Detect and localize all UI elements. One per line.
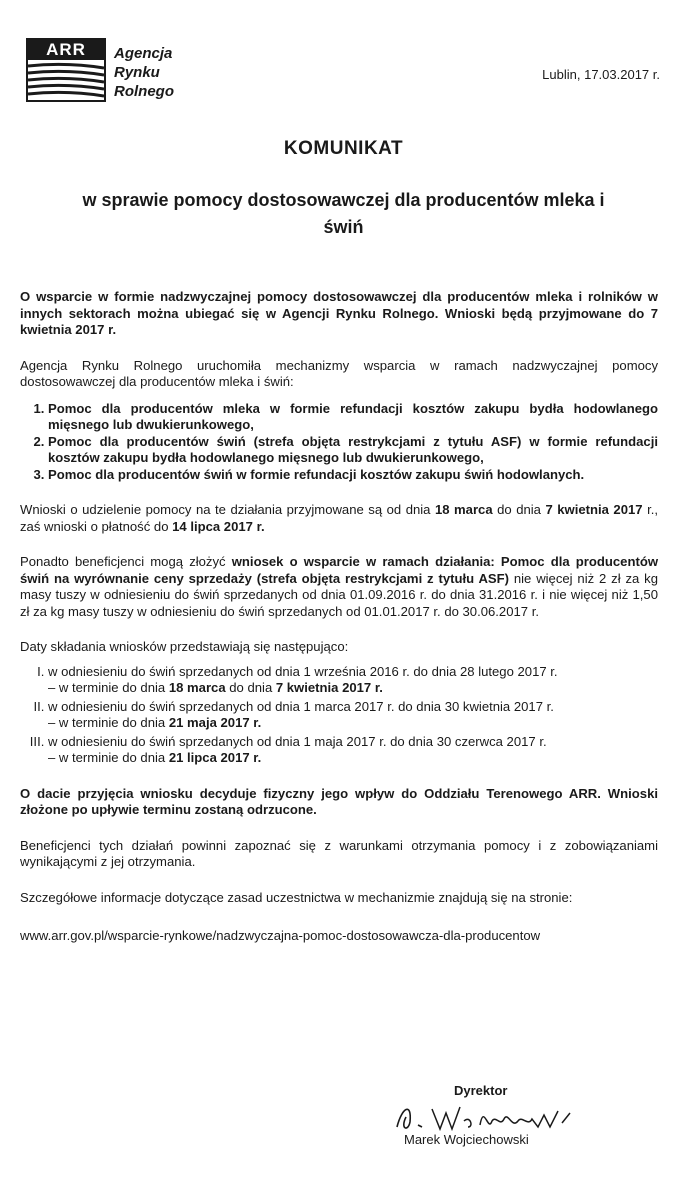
logo-name-line: Rolnego <box>114 83 174 100</box>
signatory-title: Dyrektor <box>454 1083 508 1098</box>
acceptance-paragraph: O dacie przyjęcia wniosku decyduje fizyczny jego wpływ do Oddziału Terenowego ARR. Wnioski złożone po upływie terminu zostaną odrzucone. <box>20 785 658 817</box>
conditions-paragraph: Beneficjenci tych działań powinni zapoznać się z warunkami otrzymania pomocy i z zobowiązaniami wynikającymi z jej otrzymania. <box>20 837 658 869</box>
logo-name-line: Agencja <box>114 45 173 62</box>
schedule-item: II. w odniesieniu do świń sprzedanych od dnia 1 marca 2017 r. do dnia 30 kwietnia 2017 r. – w terminie do dnia 21 maja 2017 r. <box>48 699 658 732</box>
info-paragraph: Szczegółowe informacje dotyczące zasad uczestnictwa w mechanizmie znajdują się na stronie: <box>20 889 573 905</box>
logo-name-line: Rynku <box>114 64 160 81</box>
document-title: KOMUNIKAT <box>283 138 404 159</box>
schedule-item: III. w odniesieniu do świń sprzedanych od dnia 1 maja 2017 r. do dnia 30 czerwca 2017 r. – w terminie do dnia 21 lipca 2017 r. <box>48 734 658 767</box>
measures-list <box>20 401 658 484</box>
document-date: Lublin, 17.03.2017 r. <box>542 67 660 82</box>
beneficiaries-paragraph: Ponadto beneficjenci mogą złożyć wniosek o wsparcie w ramach działania: Pomoc dla producentów świń na wyrównanie ceny sprzedaży (strefa objęta restrykcjami z tytułu ASF) nie więcej niż 2 zł za kg masy tuszy w odniesieniu do świń sprzedanych od dnia 01.09.2016 r. do dnia 31.2016 r. i nie więcej niż 1,50 zł za kg masy tuszy w odniesieniu do świń sprzedanych od 01.01.2017 r. do 30.06.2017 r. <box>20 554 658 619</box>
signatory-name: Marek Wojciechowski <box>404 1132 529 1147</box>
website-link[interactable]: www.arr.gov.pl/wsparcie-rynkowe/nadzwyczajna-pomoc-dostosowawcza-dla-producentow <box>20 928 541 943</box>
schedule-item: I. w odniesieniu do świń sprzedanych od dnia 1 września 2016 r. do dnia 28 lutego 2017 r. – w terminie do dnia 18 marca do dnia 7 kwietnia 2017 r. <box>48 664 658 697</box>
intro-paragraph: O wsparcie w formie nadzwyczajnej pomocy dostosowawczej dla producentów mleka i rolników w innych sektorach można ubiegać się w Agencji Rynku Rolnego. Wnioski będą przyjmowane do 7 kwietnia 2017 r. <box>20 289 658 337</box>
logo-box <box>26 38 106 102</box>
signature-block <box>380 1075 610 1175</box>
document-body <box>20 289 658 964</box>
document-subtitle: w sprawie pomocy dostosowawczej dla producentów mleka i świń <box>82 190 605 237</box>
measure-item: 3. Pomoc dla producentów świń w formie refundacji kosztów zakupu świń hodowlanych. <box>48 467 658 484</box>
measure-item: 1. Pomoc dla producentów mleka w formie refundacji kosztów zakupu bydła hodowlanego mięsnego lub dwukierunkowego, <box>48 401 658 434</box>
schedule-intro: Daty składania wniosków przedstawiają się następująco: <box>20 639 349 654</box>
field-stripes-icon <box>28 62 104 100</box>
logo-abbreviation: ARR <box>28 40 104 60</box>
measure-item: 2. Pomoc dla producentów świń (strefa objęta restrykcjami z tytułu ASF) w formie refundacji kosztów zakupu bydła hodowlanego mięsnego lub dwukierunkowego, <box>48 434 658 467</box>
logo-name <box>114 44 174 101</box>
deadlines-paragraph: Wnioski o udzielenie pomocy na te działania przyjmowane są od dnia 18 marca do dnia 7 kwietnia 2017 r., zaś wnioski o płatność do 14 lipca 2017 r. <box>20 502 658 534</box>
mechanisms-paragraph: Agencja Rynku Rolnego uruchomiła mechanizmy wsparcia w ramach nadzwyczajnej pomocy dostosowawczej dla producentów mleka i świń: <box>20 357 658 389</box>
handwritten-signature-icon <box>392 1097 582 1137</box>
arr-logo <box>26 38 206 108</box>
schedule-list <box>20 664 658 767</box>
